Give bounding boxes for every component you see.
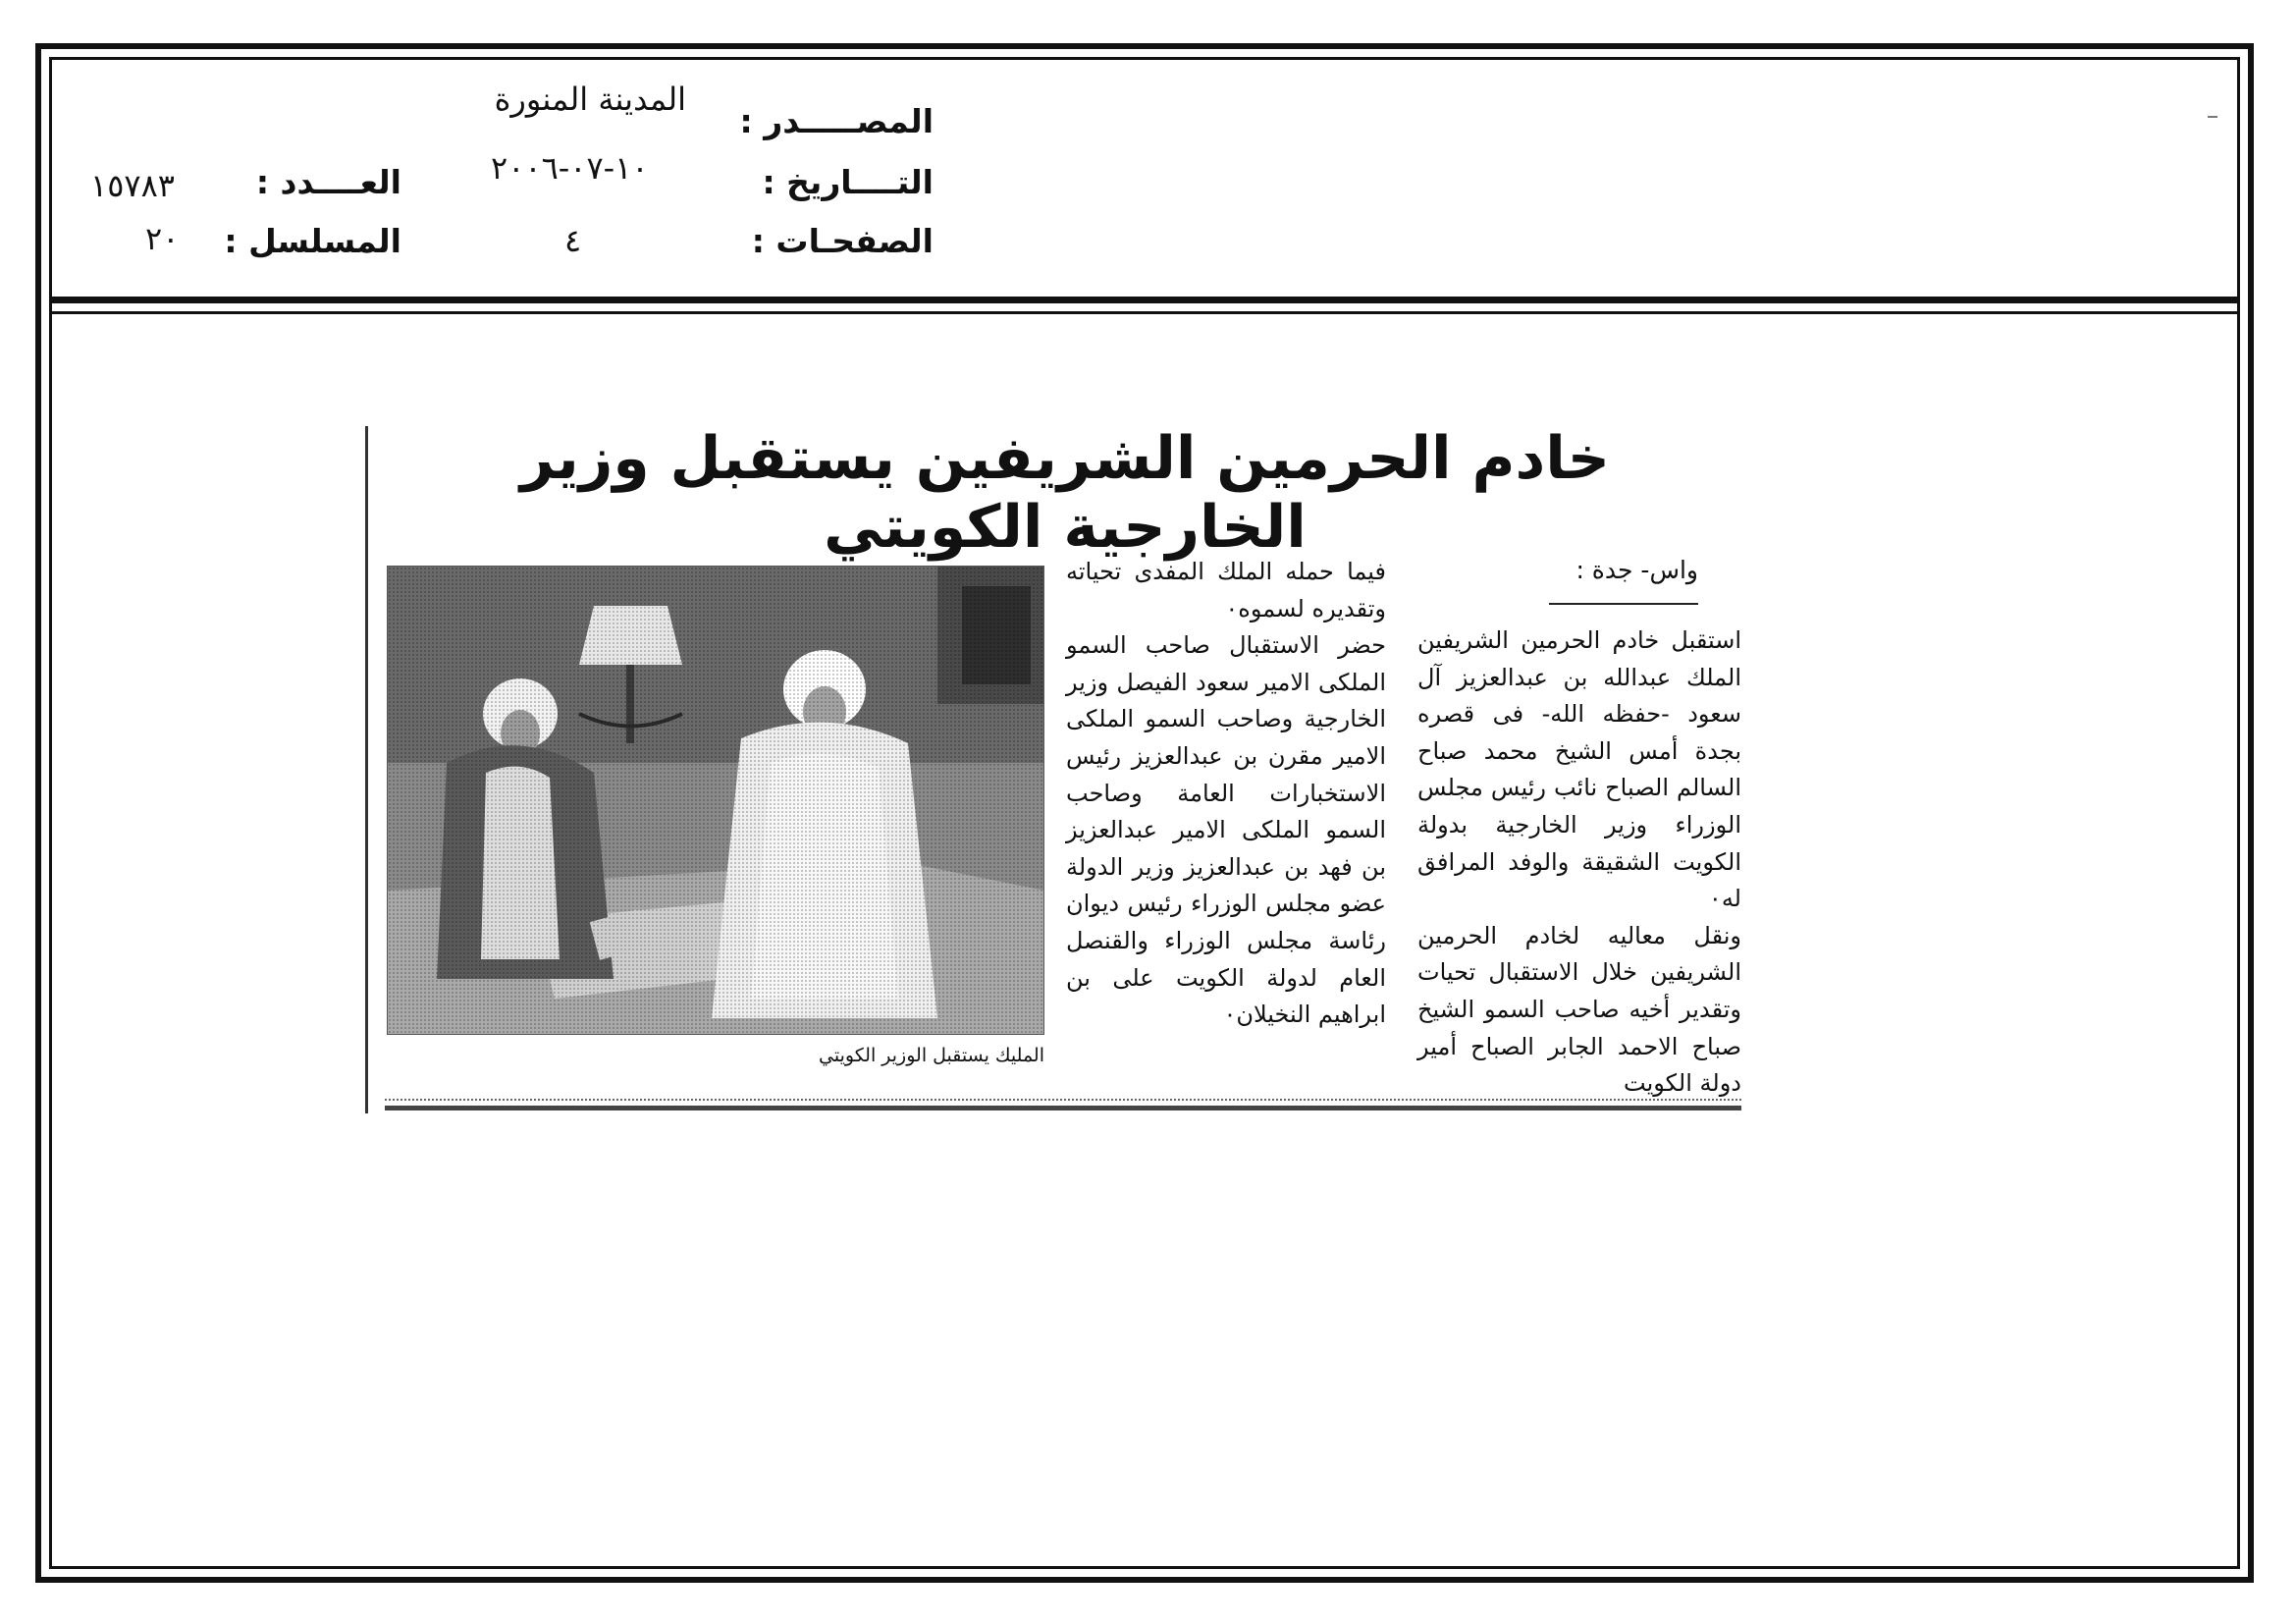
pages-label: الصفحـات : — [751, 222, 934, 260]
serial-label: المسلسل : — [224, 222, 401, 260]
paragraph: استقبل خادم الحرمين الشريفين الملك عبدالله بن عبدالعزيز آل سعود -حفظه الله- فى قصره بجدة أمس الشيخ محمد صباح السالم الصباح نائب رئيس مجلس الوزراء وزير الخارجية بدولة الكويت الشقيقة والوفد المرافق له٠ — [1417, 626, 1741, 913]
source-label: المصـــــدر : — [739, 102, 934, 140]
article-headline: خادم الحرمين الشريفين يستقبل وزير الخارجية الكويتي — [519, 424, 1611, 562]
article-border-left — [365, 426, 368, 1113]
article-border-bottom — [385, 1106, 1741, 1110]
article-column-right — [1417, 623, 1741, 1103]
photo-caption: المليك يستقبل الوزير الكويتي — [819, 1045, 1044, 1066]
corner-mark — [2208, 116, 2217, 118]
paragraph: حضر الاستقبال صاحب السمو الملكى الامير سعود الفيصل وزير الخارجية وصاحب السمو الملكى الامير مقرن بن عبدالعزيز رئيس الاستخبارات العامة وصاحب السمو الملكى الامير عبدالعزيز بن فهد بن عبدالعزيز وزير الدولة عضو مجلس الوزراء رئيس ديوان رئاسة مجلس الوزراء والقنصل العام لدولة الكويت على بن ابراهيم النخيلان٠ — [1066, 631, 1386, 1029]
dateline-underline — [1549, 603, 1698, 605]
paragraph: فيما حمله الملك المفدى تحياته وتقديره لسموه٠ — [1066, 558, 1386, 623]
header-divider-thin — [49, 311, 2240, 314]
article-photo — [387, 566, 1044, 1035]
issue-label: العــــدد : — [255, 163, 401, 201]
date-label: التــــاريخ : — [762, 163, 934, 201]
issue-value: ١٥٧٨٣ — [90, 167, 175, 204]
pages-value: ٤ — [564, 222, 582, 259]
paragraph: ونقل معاليه لخادم الحرمين الشريفين خلال الاستقبال تحيات وتقدير أخيه صاحب السمو الشيخ صباح الاحمد الجابر الصباح أمير دولة الكويت — [1417, 921, 1741, 1098]
date-value: ١٠-٠٧-٢٠٠٦ — [491, 149, 649, 187]
serial-value: ٢٠ — [145, 220, 180, 257]
article-dateline: واس- جدة : — [1575, 556, 1698, 584]
article-column-left — [1066, 554, 1386, 1034]
source-value: المدينة المنورة — [494, 81, 686, 118]
header-divider — [49, 297, 2240, 303]
